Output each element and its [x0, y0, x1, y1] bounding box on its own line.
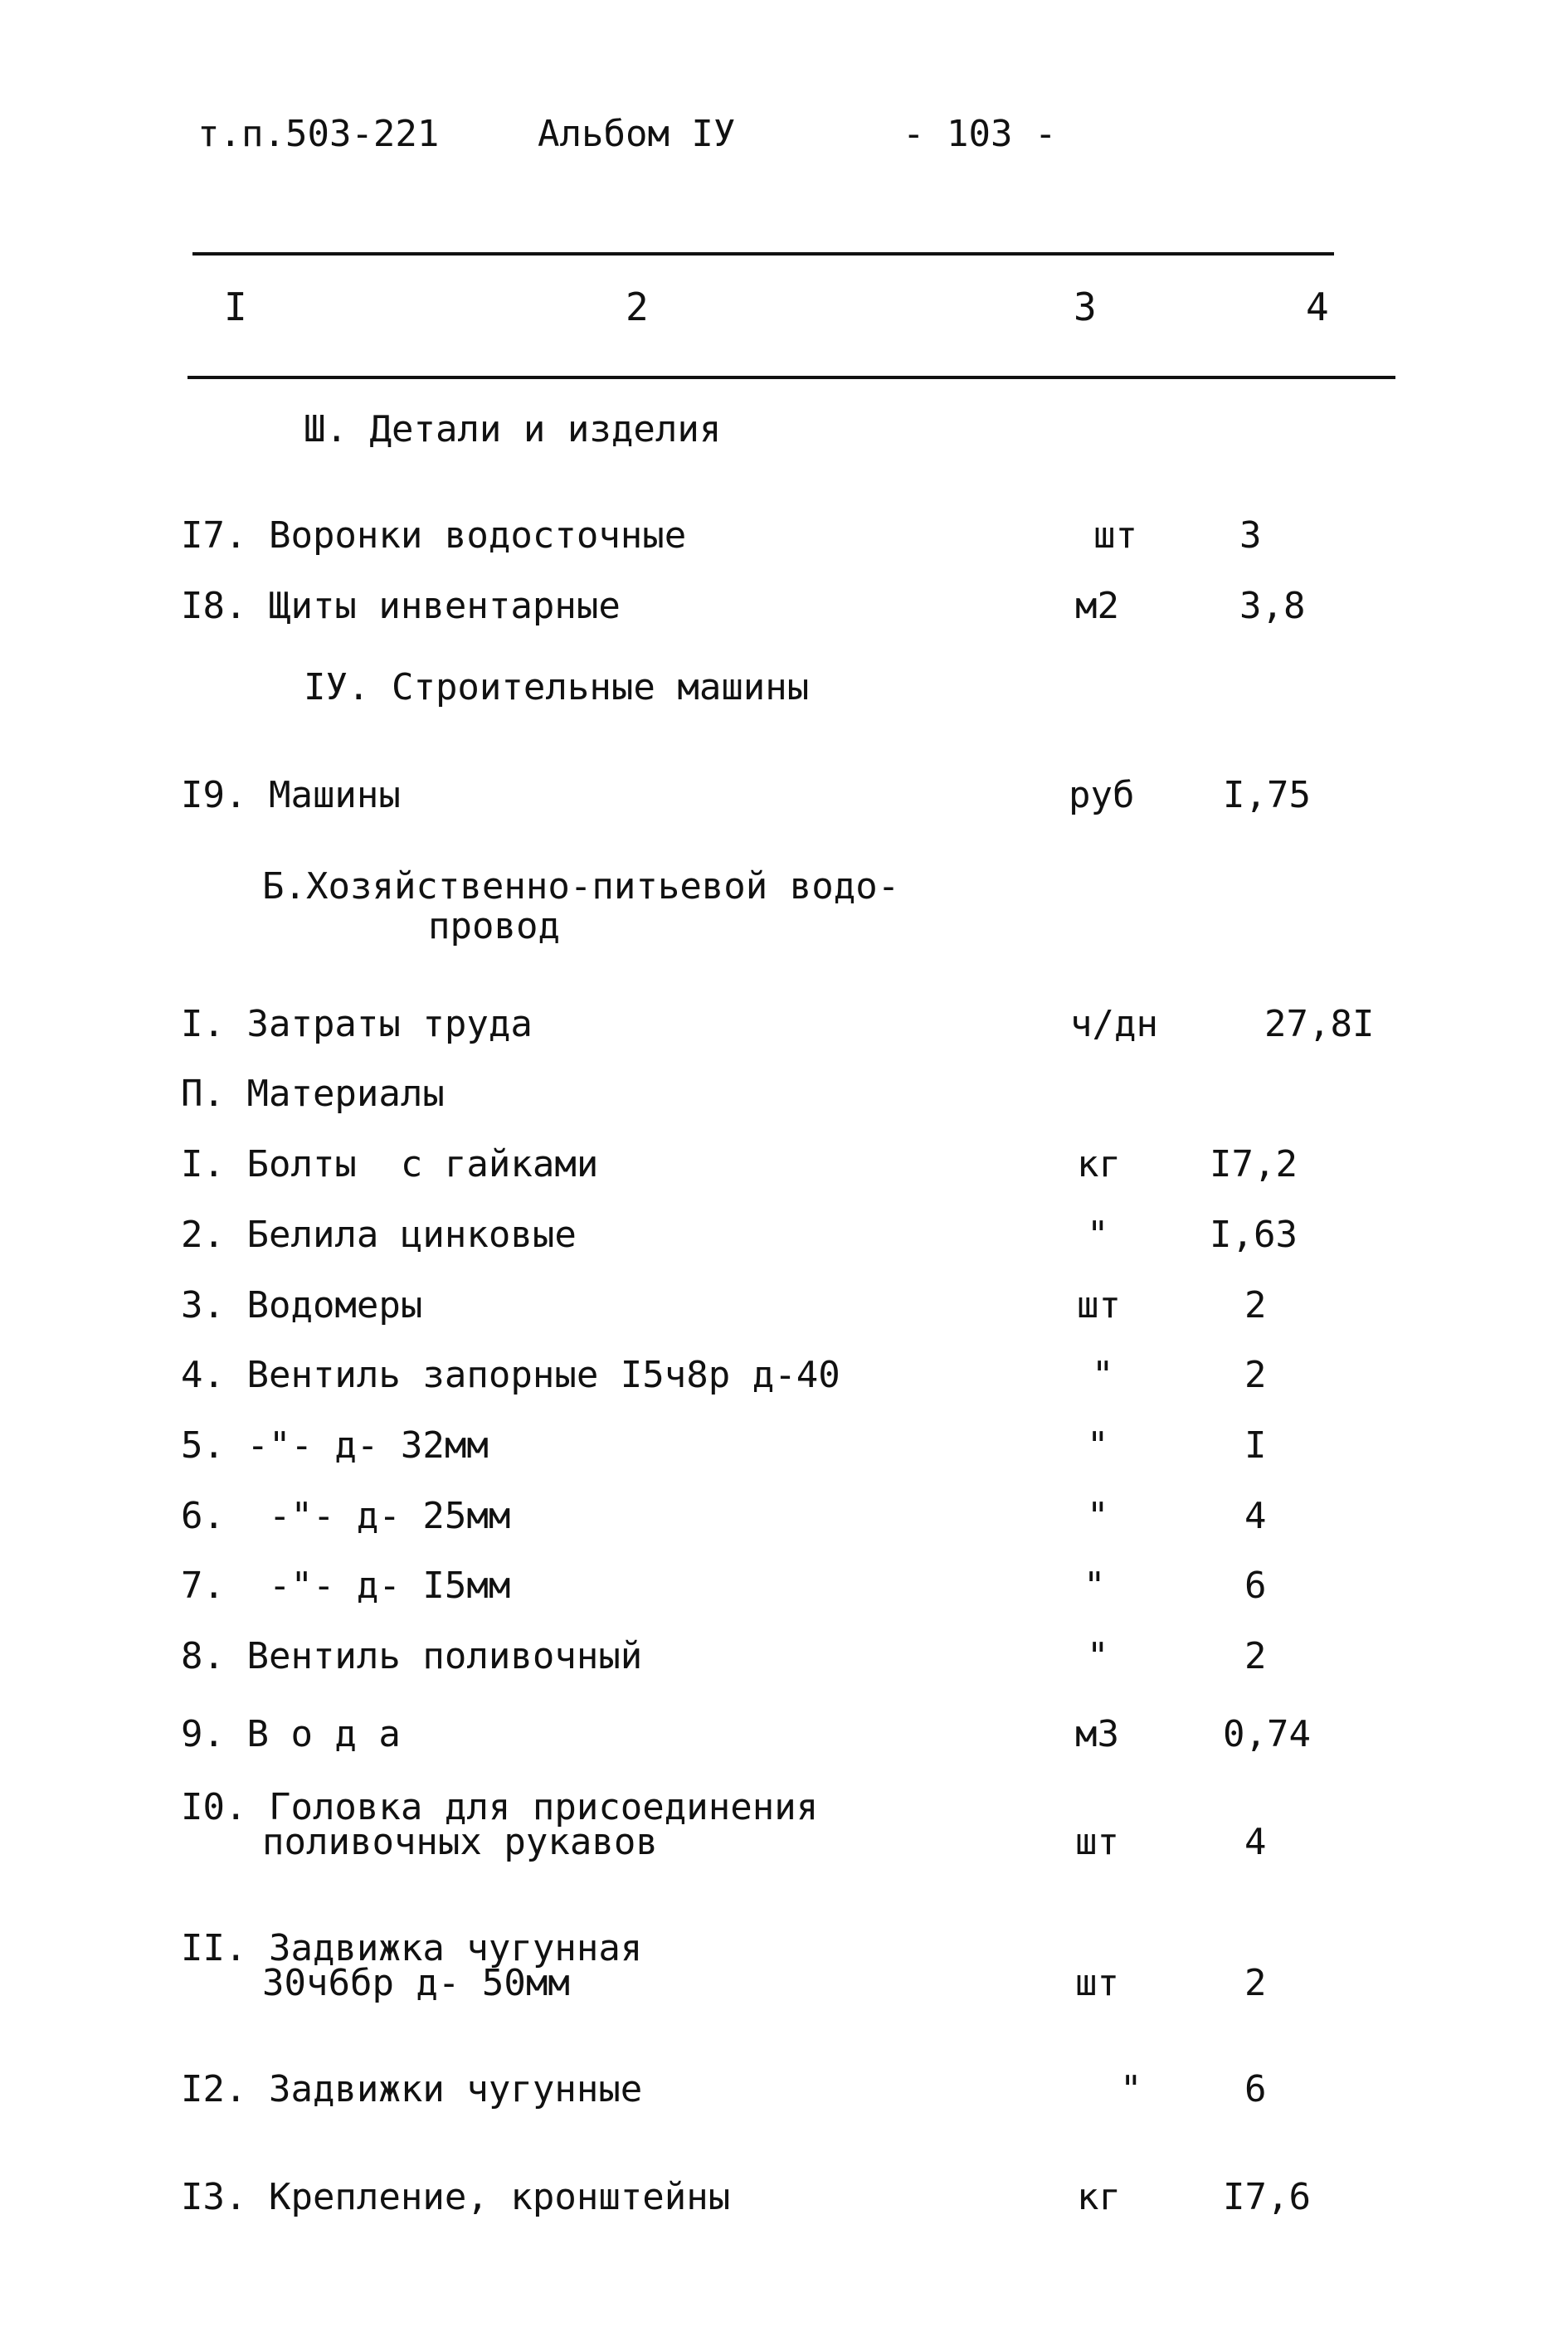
row-name: 7. -"- д- I5мм — [181, 1565, 511, 1607]
column-number-4: 4 — [1306, 285, 1329, 329]
section-heading-continuation: провод — [428, 905, 560, 947]
row-quantity: I,63 — [1210, 1214, 1298, 1256]
row-unit: шт — [1093, 514, 1137, 557]
row-unit: кг — [1077, 1143, 1121, 1185]
row-quantity: I — [1244, 1424, 1267, 1467]
column-number-1: I — [224, 285, 247, 329]
section-heading: П. Материалы — [181, 1073, 445, 1115]
column-number-3: 3 — [1074, 285, 1097, 329]
row-name: I. Болты с гайками — [181, 1143, 599, 1185]
row-unit: руб — [1069, 774, 1135, 816]
row-quantity: 6 — [1244, 2068, 1267, 2110]
row-unit: м3 — [1075, 1713, 1119, 1755]
row-unit: " — [1087, 1424, 1109, 1467]
row-unit: " — [1087, 1214, 1109, 1256]
section-heading: Ш. Детали и изделия — [304, 408, 722, 450]
row-name: I9. Машины — [181, 774, 401, 816]
row-unit: шт — [1075, 1821, 1119, 1863]
document-code: т.п.503-221 — [197, 113, 440, 155]
row-name: 2. Белила цинковые — [181, 1214, 577, 1256]
section-heading: Б.Хозяйственно-питьевой водо- — [262, 865, 900, 908]
row-quantity: I,75 — [1223, 774, 1311, 816]
row-unit: м2 — [1075, 585, 1119, 627]
row-name: I0. Головка для присоединения — [181, 1786, 819, 1828]
row-unit: " — [1092, 1354, 1114, 1396]
row-unit: " — [1083, 1565, 1106, 1607]
row-name-continuation: 30ч6бр д- 50мм — [262, 1962, 570, 2004]
row-quantity: 3 — [1239, 514, 1262, 557]
row-quantity: I7,6 — [1223, 2176, 1311, 2218]
page-number: - 103 - — [903, 113, 1057, 155]
row-quantity: 2 — [1244, 1284, 1267, 1326]
column-number-2: 2 — [626, 285, 649, 329]
row-name: 5. -"- д- 32мм — [181, 1424, 489, 1467]
row-unit: " — [1120, 2068, 1142, 2110]
row-name: 3. Водомеры — [181, 1284, 423, 1326]
row-name: 6. -"- д- 25мм — [181, 1495, 511, 1537]
row-name: I8. Щиты инвентарные — [181, 585, 621, 627]
row-name: II. Задвижка чугунная — [181, 1927, 643, 1969]
row-quantity: 4 — [1244, 1821, 1267, 1863]
row-quantity: 2 — [1244, 1635, 1267, 1677]
row-unit: шт — [1077, 1284, 1121, 1326]
row-quantity: 4 — [1244, 1495, 1267, 1537]
row-quantity: 0,74 — [1223, 1713, 1311, 1755]
row-name: I7. Воронки водосточные — [181, 514, 687, 557]
row-name: 8. Вентиль поливочный — [181, 1635, 643, 1677]
row-unit: ч/дн — [1070, 1003, 1158, 1045]
table-top-rule — [192, 252, 1334, 256]
row-unit: шт — [1075, 1962, 1119, 2004]
row-quantity: I7,2 — [1210, 1143, 1298, 1185]
row-quantity: 2 — [1244, 1354, 1267, 1396]
row-name: I. Затраты труда — [181, 1003, 533, 1045]
row-name: I3. Крепление, кронштейны — [181, 2176, 731, 2218]
row-quantity: 3,8 — [1239, 585, 1306, 627]
row-name: 9. В о д а — [181, 1713, 401, 1755]
row-unit: " — [1087, 1635, 1109, 1677]
row-unit: " — [1087, 1495, 1109, 1537]
table-header-rule — [187, 376, 1395, 379]
album-label: Альбом IУ — [538, 113, 736, 155]
row-name: I2. Задвижки чугунные — [181, 2068, 643, 2110]
row-quantity: 27,8I — [1264, 1003, 1375, 1045]
row-quantity: 6 — [1244, 1565, 1267, 1607]
row-name: 4. Вентиль запорные I5ч8р д-40 — [181, 1354, 840, 1396]
row-name-continuation: поливочных рукавов — [262, 1821, 658, 1863]
section-heading: IУ. Строительные машины — [304, 666, 810, 708]
row-quantity: 2 — [1244, 1962, 1267, 2004]
row-unit: кг — [1077, 2176, 1121, 2218]
